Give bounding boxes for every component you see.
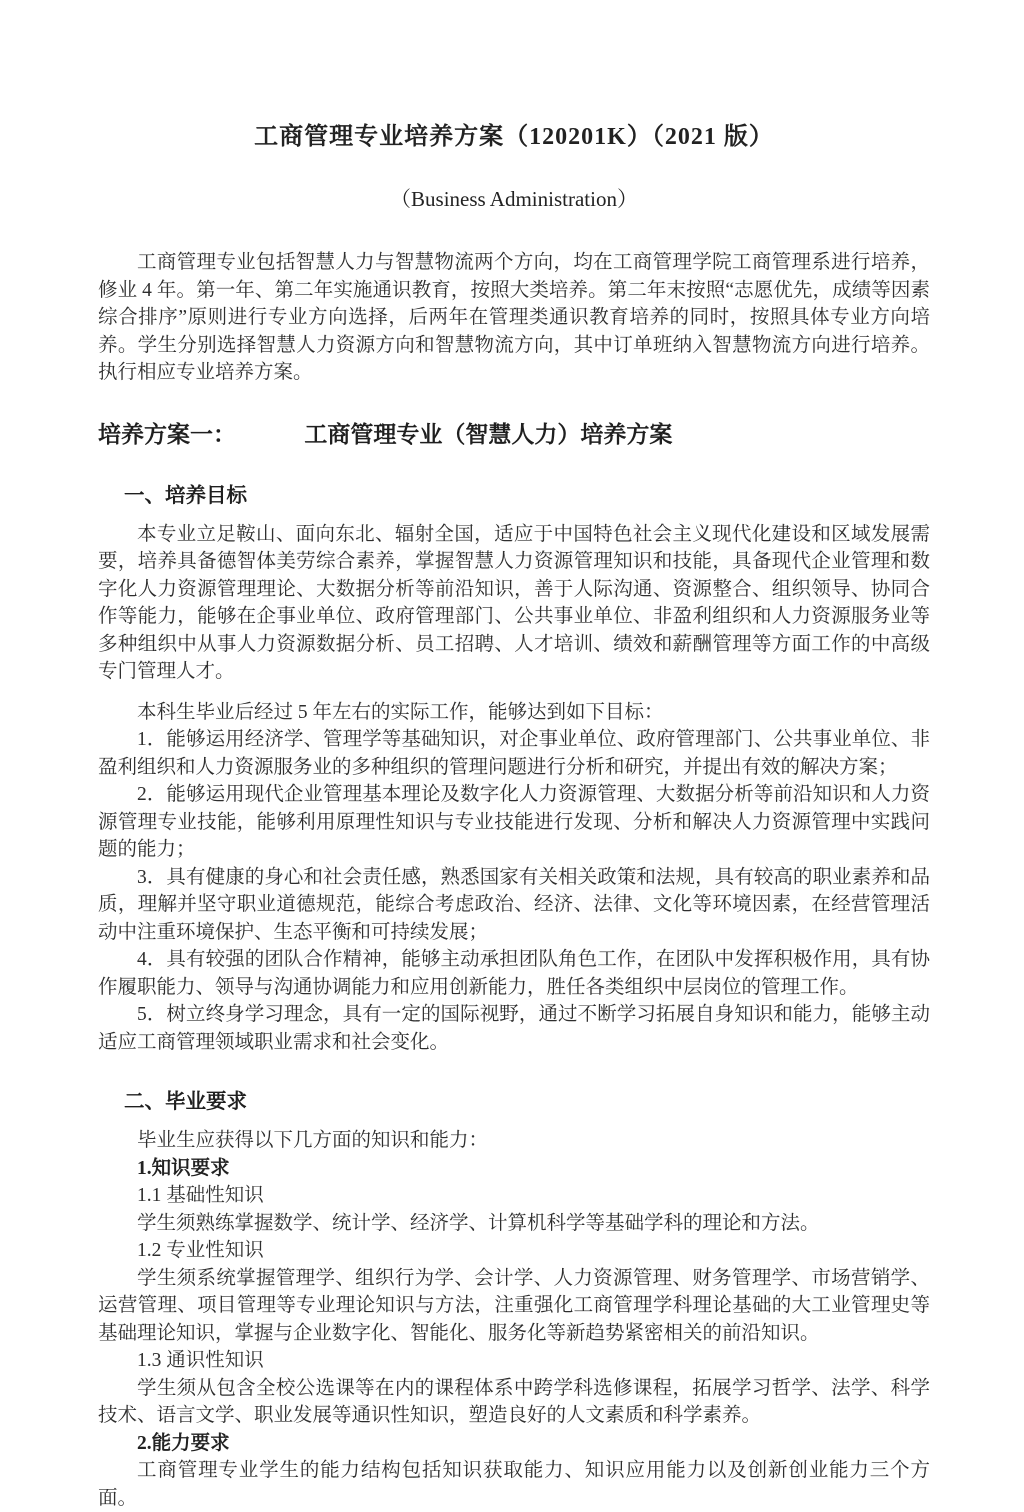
knowledge-1-1-heading: 1.1 基础性知识: [137, 1185, 264, 1206]
goals-lead-in: 本科生毕业后经过 5 年左右的实际工作，能够达到如下目标：: [137, 701, 664, 723]
section-heading-training-goals: 一、培养目标: [124, 483, 247, 507]
goal-item-1: 1．能够运用经济学、管理学等基础知识，对企事业单位、政府管理部门、公共事业单位、非盈利组织和人力资源服务业的多种组织的管理问题进行分析和研究，并提出有效的解决方案；: [98, 729, 930, 778]
plan-one-title: 工商管理专业（智慧人力）培养方案: [304, 420, 673, 447]
requirements-lead-in: 毕业生应获得以下几方面的知识和能力：: [137, 1130, 489, 1151]
knowledge-requirements-heading: 1.知识要求: [137, 1157, 230, 1179]
knowledge-1-2-text: 学生须系统掌握管理学、组织行为学、会计学、人力资源管理、财务管理学、市场营销学、运营管理、项目管理等专业理论知识与方法，注重强化工商管理学科理论基础的大工业管理史等基础理论知识，掌握与企业数字化、智能化、服务化等新趋势紧密相关的前沿知识。: [98, 1267, 930, 1344]
plan-one-label: 培养方案一：: [98, 420, 236, 447]
knowledge-1-1-text: 学生须熟练掌握数学、统计学、经济学、计算机科学等基础学科的理论和方法。: [137, 1212, 820, 1234]
ability-requirements-heading: 2.能力要求: [137, 1432, 230, 1454]
plan-one-heading: [98, 416, 930, 449]
section-heading-graduation-requirements: 二、毕业要求: [124, 1090, 247, 1113]
document-subtitle-english: （Business Administration）: [390, 187, 638, 211]
knowledge-1-2-heading: 1.2 专业性知识: [137, 1240, 264, 1261]
goal-item-4: 4．具有较强的团队合作精神，能够主动承担团队角色工作，在团队中发挥积极作用，具有协作履职能力、领导与沟通协调能力和应用创新能力，胜任各类组织中层岗位的管理工作。: [98, 949, 930, 998]
ability-requirements-text: 工商管理专业学生的能力结构包括知识获取能力、知识应用能力以及创新创业能力三个方面。: [98, 1460, 930, 1509]
knowledge-1-3-heading: 1.3 通识性知识: [137, 1350, 264, 1371]
goal-item-2: 2．能够运用现代企业管理基本理论及数字化人力资源管理、大数据分析等前沿知识和人力资源管理专业技能，能够利用原理性知识与专业技能进行发现、分析和解决人力资源管理中实践问题的能力；: [98, 784, 930, 860]
knowledge-1-3-text: 学生须从包含全校公选课等在内的课程体系中跨学科选修课程，拓展学习哲学、法学、科学技术、语言文学、职业发展等通识性知识，塑造良好的人文素质和科学素养。: [98, 1377, 930, 1426]
goals-paragraph: 本专业立足鞍山、面向东北、辐射全国，适应于中国特色社会主义现代化建设和区域发展需要，培养具备德智体美劳综合素养，掌握智慧人力资源管理知识和技能，具备现代企业管理和数字化人力资源管理理论、大数据分析等前沿知识，善于人际沟通、资源整合、组织领导、协同合作等能力，能够在企事业单位、政府管理部门、公共事业单位、非盈利组织和人力资源服务业等多种组织中从事人力资源数据分析、员工招聘、人才培训、绩效和薪酬管理等方面工作的中高级专门管理人才。: [98, 523, 930, 682]
intro-paragraph: 工商管理专业包括智慧人力与智慧物流两个方向，均在工商管理学院工商管理系进行培养，修业 4 年。第一年、第二年实施通识教育，按照大类培养。第二年末按照“志愿优先，成绩等因素综合排序”原则进行专业方向选择，后两年在管理类通识教育培养的同时，按照具体专业方向培养。学生分别选择智慧人力资源方向和智慧物流方向，其中订单班纳入智慧物流方向进行培养。执行相应专业培养方案。: [98, 252, 930, 383]
goal-item-3: 3．具有健康的身心和社会责任感，熟悉国家有关相关政策和法规，具有较高的职业素养和品质，理解并坚守职业道德规范，能综合考虑政治、经济、法律、文化等环境因素，在经营管理活动中注重环境保护、生态平衡和可持续发展；: [98, 866, 930, 943]
document-title: 工商管理专业培养方案（120201K）（2021 版）: [254, 124, 774, 150]
goal-item-5: 5．树立终身学习理念，具有一定的国际视野，通过不断学习拓展自身知识和能力，能够主动适应工商管理领域职业需求和社会变化。: [98, 1004, 930, 1053]
